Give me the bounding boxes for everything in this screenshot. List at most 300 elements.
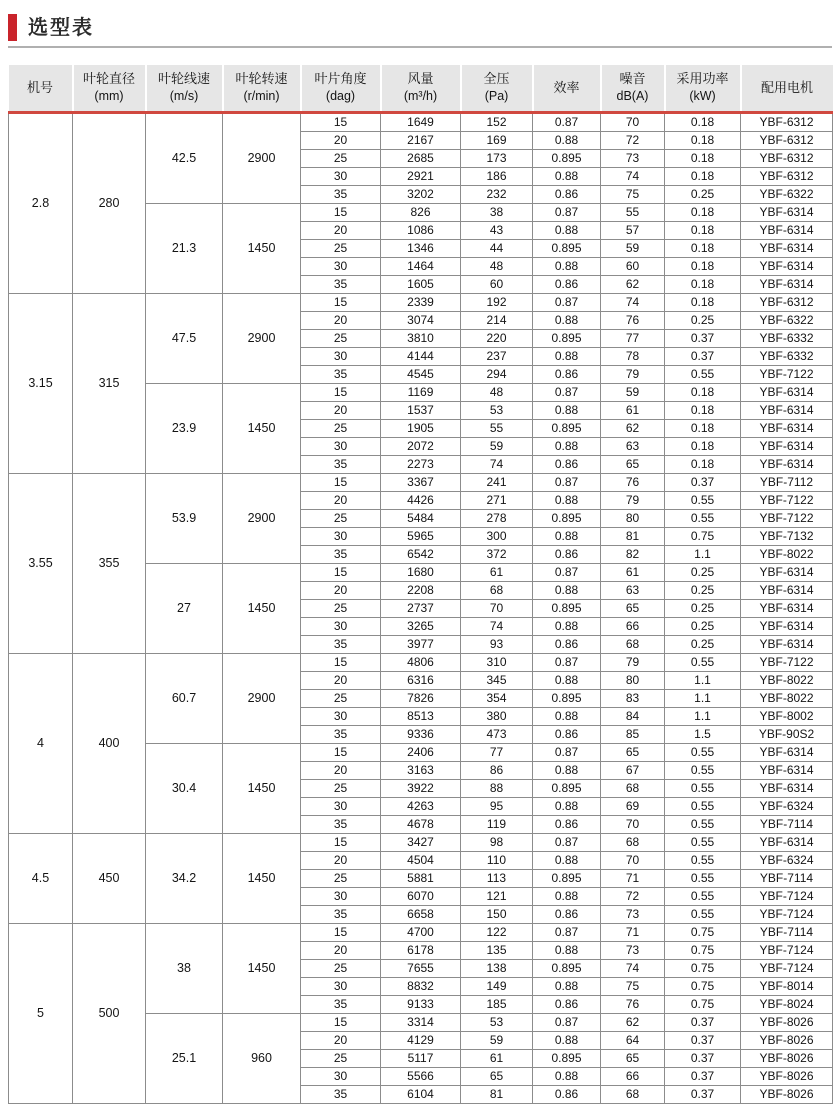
- cell-power: 0.37: [665, 1014, 741, 1032]
- cell-power: 0.55: [665, 906, 741, 924]
- cell-blade-angle: 35: [301, 906, 381, 924]
- table-body: [9, 113, 833, 1104]
- cell-efficiency: 0.87: [533, 654, 601, 672]
- cell-motor: YBF-7132: [741, 528, 833, 546]
- cell-pressure: 241: [461, 474, 533, 492]
- cell-motor: YBF-6312: [741, 150, 833, 168]
- cell-impeller-line-speed: 47.5: [146, 294, 223, 384]
- cell-power: 0.55: [665, 492, 741, 510]
- cell-noise: 76: [601, 312, 665, 330]
- cell-efficiency: 0.88: [533, 762, 601, 780]
- cell-pressure: 185: [461, 996, 533, 1014]
- cell-impeller-diameter: 355: [73, 474, 146, 654]
- cell-pressure: 121: [461, 888, 533, 906]
- cell-airflow: 3163: [381, 762, 461, 780]
- cell-pressure: 152: [461, 113, 533, 132]
- cell-blade-angle: 25: [301, 510, 381, 528]
- cell-impeller-diameter: 500: [73, 924, 146, 1104]
- cell-blade-angle: 30: [301, 708, 381, 726]
- cell-efficiency: 0.895: [533, 510, 601, 528]
- column-header-11: 配用电机: [741, 65, 833, 113]
- cell-airflow: 7655: [381, 960, 461, 978]
- cell-impeller-line-speed: 42.5: [146, 113, 223, 204]
- cell-impeller-line-speed: 23.9: [146, 384, 223, 474]
- cell-airflow: 6104: [381, 1086, 461, 1104]
- cell-power: 0.18: [665, 276, 741, 294]
- cell-power: 1.1: [665, 708, 741, 726]
- cell-noise: 68: [601, 834, 665, 852]
- cell-blade-angle: 35: [301, 816, 381, 834]
- cell-noise: 59: [601, 384, 665, 402]
- cell-blade-angle: 30: [301, 618, 381, 636]
- cell-impeller-rpm: 1450: [223, 744, 301, 834]
- cell-power: 0.55: [665, 510, 741, 528]
- column-header-8: 效率: [533, 65, 601, 113]
- header-row: [9, 65, 833, 113]
- cell-pressure: 473: [461, 726, 533, 744]
- cell-motor: YBF-6324: [741, 852, 833, 870]
- cell-pressure: 53: [461, 1014, 533, 1032]
- cell-efficiency: 0.86: [533, 906, 601, 924]
- cell-airflow: 2273: [381, 456, 461, 474]
- cell-pressure: 48: [461, 384, 533, 402]
- cell-efficiency: 0.86: [533, 186, 601, 204]
- cell-impeller-rpm: 1450: [223, 384, 301, 474]
- cell-airflow: 9133: [381, 996, 461, 1014]
- cell-airflow: 6542: [381, 546, 461, 564]
- cell-power: 0.25: [665, 186, 741, 204]
- cell-efficiency: 0.895: [533, 780, 601, 798]
- cell-efficiency: 0.895: [533, 870, 601, 888]
- cell-power: 0.25: [665, 564, 741, 582]
- cell-blade-angle: 35: [301, 276, 381, 294]
- cell-motor: YBF-8002: [741, 708, 833, 726]
- cell-noise: 62: [601, 276, 665, 294]
- column-header-6: 风量 (m³/h): [381, 65, 461, 113]
- cell-power: 1.1: [665, 546, 741, 564]
- column-header-10: 采用功率 (kW): [665, 65, 741, 113]
- cell-airflow: 2921: [381, 168, 461, 186]
- cell-noise: 70: [601, 852, 665, 870]
- cell-power: 0.55: [665, 798, 741, 816]
- cell-noise: 82: [601, 546, 665, 564]
- cell-power: 0.18: [665, 258, 741, 276]
- cell-power: 1.1: [665, 672, 741, 690]
- cell-blade-angle: 25: [301, 600, 381, 618]
- cell-motor: YBF-6322: [741, 312, 833, 330]
- cell-efficiency: 0.88: [533, 1068, 601, 1086]
- cell-impeller-rpm: 1450: [223, 834, 301, 924]
- cell-motor: YBF-7112: [741, 474, 833, 492]
- cell-efficiency: 0.88: [533, 852, 601, 870]
- cell-pressure: 74: [461, 456, 533, 474]
- cell-blade-angle: 25: [301, 870, 381, 888]
- column-header-3: 叶轮线速 (m/s): [146, 65, 223, 113]
- cell-noise: 61: [601, 564, 665, 582]
- cell-airflow: 4700: [381, 924, 461, 942]
- cell-pressure: 372: [461, 546, 533, 564]
- cell-power: 0.18: [665, 240, 741, 258]
- cell-blade-angle: 15: [301, 113, 381, 132]
- cell-efficiency: 0.88: [533, 168, 601, 186]
- cell-airflow: 2737: [381, 600, 461, 618]
- cell-efficiency: 0.87: [533, 834, 601, 852]
- cell-motor: YBF-6314: [741, 636, 833, 654]
- cell-efficiency: 0.87: [533, 744, 601, 762]
- cell-efficiency: 0.88: [533, 402, 601, 420]
- cell-noise: 59: [601, 240, 665, 258]
- cell-airflow: 4144: [381, 348, 461, 366]
- cell-pressure: 38: [461, 204, 533, 222]
- cell-noise: 66: [601, 1068, 665, 1086]
- cell-pressure: 186: [461, 168, 533, 186]
- cell-impeller-diameter: 280: [73, 113, 146, 294]
- cell-efficiency: 0.88: [533, 492, 601, 510]
- cell-pressure: 237: [461, 348, 533, 366]
- cell-efficiency: 0.86: [533, 816, 601, 834]
- cell-power: 0.18: [665, 204, 741, 222]
- cell-pressure: 93: [461, 636, 533, 654]
- cell-blade-angle: 15: [301, 204, 381, 222]
- cell-pressure: 345: [461, 672, 533, 690]
- cell-motor: YBF-7122: [741, 510, 833, 528]
- cell-power: 0.75: [665, 960, 741, 978]
- cell-pressure: 173: [461, 150, 533, 168]
- cell-impeller-line-speed: 25.1: [146, 1014, 223, 1104]
- cell-pressure: 192: [461, 294, 533, 312]
- cell-motor: YBF-8026: [741, 1086, 833, 1104]
- cell-noise: 77: [601, 330, 665, 348]
- cell-power: 1.1: [665, 690, 741, 708]
- cell-efficiency: 0.88: [533, 258, 601, 276]
- cell-motor: YBF-8026: [741, 1050, 833, 1068]
- cell-noise: 74: [601, 960, 665, 978]
- cell-efficiency: 0.88: [533, 1032, 601, 1050]
- cell-efficiency: 0.86: [533, 996, 601, 1014]
- cell-blade-angle: 25: [301, 780, 381, 798]
- cell-motor: YBF-8022: [741, 546, 833, 564]
- cell-efficiency: 0.895: [533, 420, 601, 438]
- cell-airflow: 4806: [381, 654, 461, 672]
- cell-airflow: 3265: [381, 618, 461, 636]
- cell-motor: YBF-6314: [741, 600, 833, 618]
- cell-noise: 80: [601, 672, 665, 690]
- selection-table: [8, 65, 833, 1104]
- cell-blade-angle: 15: [301, 654, 381, 672]
- cell-airflow: 3314: [381, 1014, 461, 1032]
- cell-pressure: 81: [461, 1086, 533, 1104]
- cell-motor: YBF-8014: [741, 978, 833, 996]
- cell-noise: 73: [601, 942, 665, 960]
- cell-pressure: 74: [461, 618, 533, 636]
- cell-power: 0.75: [665, 942, 741, 960]
- cell-impeller-rpm: 2900: [223, 294, 301, 384]
- cell-motor: YBF-6314: [741, 384, 833, 402]
- cell-power: 0.18: [665, 402, 741, 420]
- cell-power: 0.37: [665, 474, 741, 492]
- cell-motor: YBF-6314: [741, 258, 833, 276]
- cell-noise: 74: [601, 294, 665, 312]
- cell-impeller-diameter: 450: [73, 834, 146, 924]
- cell-blade-angle: 20: [301, 582, 381, 600]
- cell-impeller-line-speed: 53.9: [146, 474, 223, 564]
- cell-blade-angle: 30: [301, 168, 381, 186]
- cell-efficiency: 0.86: [533, 1086, 601, 1104]
- cell-pressure: 77: [461, 744, 533, 762]
- cell-motor: YBF-6312: [741, 132, 833, 150]
- column-header-4: 叶轮转速 (r/min): [223, 65, 301, 113]
- cell-efficiency: 0.88: [533, 222, 601, 240]
- cell-efficiency: 0.88: [533, 618, 601, 636]
- cell-pressure: 68: [461, 582, 533, 600]
- cell-pressure: 271: [461, 492, 533, 510]
- cell-blade-angle: 20: [301, 942, 381, 960]
- cell-motor: YBF-8022: [741, 690, 833, 708]
- cell-airflow: 6658: [381, 906, 461, 924]
- cell-power: 0.25: [665, 618, 741, 636]
- cell-airflow: 5117: [381, 1050, 461, 1068]
- cell-power: 0.55: [665, 744, 741, 762]
- cell-impeller-rpm: 1450: [223, 204, 301, 294]
- cell-pressure: 95: [461, 798, 533, 816]
- cell-motor: YBF-6312: [741, 113, 833, 132]
- cell-blade-angle: 30: [301, 348, 381, 366]
- cell-power: 0.18: [665, 113, 741, 132]
- cell-airflow: 6178: [381, 942, 461, 960]
- cell-efficiency: 0.88: [533, 672, 601, 690]
- cell-motor: YBF-90S2: [741, 726, 833, 744]
- cell-model-number: 5: [9, 924, 73, 1104]
- cell-efficiency: 0.87: [533, 384, 601, 402]
- cell-power: 1.5: [665, 726, 741, 744]
- cell-noise: 55: [601, 204, 665, 222]
- cell-efficiency: 0.88: [533, 978, 601, 996]
- cell-noise: 65: [601, 744, 665, 762]
- cell-noise: 84: [601, 708, 665, 726]
- cell-airflow: 2685: [381, 150, 461, 168]
- cell-motor: YBF-6314: [741, 222, 833, 240]
- cell-noise: 79: [601, 654, 665, 672]
- cell-noise: 57: [601, 222, 665, 240]
- cell-power: 0.55: [665, 816, 741, 834]
- cell-noise: 63: [601, 438, 665, 456]
- cell-noise: 76: [601, 474, 665, 492]
- cell-motor: YBF-6314: [741, 780, 833, 798]
- cell-blade-angle: 25: [301, 960, 381, 978]
- cell-motor: YBF-6314: [741, 762, 833, 780]
- cell-model-number: 4.5: [9, 834, 73, 924]
- cell-impeller-line-speed: 21.3: [146, 204, 223, 294]
- cell-efficiency: 0.895: [533, 600, 601, 618]
- cell-motor: YBF-6314: [741, 438, 833, 456]
- cell-pressure: 55: [461, 420, 533, 438]
- cell-pressure: 61: [461, 564, 533, 582]
- cell-power: 0.25: [665, 312, 741, 330]
- cell-airflow: 1680: [381, 564, 461, 582]
- cell-noise: 68: [601, 636, 665, 654]
- table-row: [9, 834, 833, 852]
- cell-impeller-line-speed: 27: [146, 564, 223, 654]
- title-accent-bar: [8, 14, 17, 41]
- cell-power: 0.55: [665, 852, 741, 870]
- cell-efficiency: 0.895: [533, 330, 601, 348]
- cell-motor: YBF-6324: [741, 798, 833, 816]
- cell-efficiency: 0.88: [533, 132, 601, 150]
- cell-power: 0.18: [665, 222, 741, 240]
- cell-noise: 78: [601, 348, 665, 366]
- cell-motor: YBF-6314: [741, 564, 833, 582]
- cell-power: 0.37: [665, 1032, 741, 1050]
- cell-power: 0.37: [665, 1050, 741, 1068]
- cell-pressure: 60: [461, 276, 533, 294]
- cell-power: 0.75: [665, 924, 741, 942]
- cell-noise: 79: [601, 366, 665, 384]
- cell-efficiency: 0.88: [533, 942, 601, 960]
- cell-power: 0.55: [665, 780, 741, 798]
- cell-impeller-line-speed: 38: [146, 924, 223, 1014]
- cell-airflow: 6316: [381, 672, 461, 690]
- cell-impeller-diameter: 315: [73, 294, 146, 474]
- cell-efficiency: 0.895: [533, 690, 601, 708]
- cell-airflow: 2208: [381, 582, 461, 600]
- cell-pressure: 110: [461, 852, 533, 870]
- cell-power: 0.18: [665, 420, 741, 438]
- cell-motor: YBF-7114: [741, 870, 833, 888]
- cell-blade-angle: 15: [301, 834, 381, 852]
- cell-motor: YBF-7122: [741, 492, 833, 510]
- cell-model-number: 2.8: [9, 113, 73, 294]
- cell-motor: YBF-7122: [741, 654, 833, 672]
- table-row: [9, 113, 833, 132]
- cell-pressure: 65: [461, 1068, 533, 1086]
- cell-pressure: 278: [461, 510, 533, 528]
- cell-pressure: 70: [461, 600, 533, 618]
- cell-efficiency: 0.87: [533, 474, 601, 492]
- cell-pressure: 119: [461, 816, 533, 834]
- cell-noise: 72: [601, 888, 665, 906]
- cell-power: 0.18: [665, 456, 741, 474]
- cell-blade-angle: 30: [301, 258, 381, 276]
- cell-efficiency: 0.87: [533, 924, 601, 942]
- cell-airflow: 7826: [381, 690, 461, 708]
- cell-airflow: 4504: [381, 852, 461, 870]
- cell-noise: 64: [601, 1032, 665, 1050]
- cell-blade-angle: 20: [301, 672, 381, 690]
- cell-airflow: 3074: [381, 312, 461, 330]
- cell-noise: 68: [601, 780, 665, 798]
- cell-power: 0.37: [665, 348, 741, 366]
- cell-impeller-rpm: 960: [223, 1014, 301, 1104]
- cell-noise: 65: [601, 1050, 665, 1068]
- cell-motor: YBF-6312: [741, 294, 833, 312]
- cell-blade-angle: 15: [301, 744, 381, 762]
- cell-pressure: 220: [461, 330, 533, 348]
- cell-noise: 80: [601, 510, 665, 528]
- cell-blade-angle: 15: [301, 294, 381, 312]
- cell-impeller-rpm: 2900: [223, 113, 301, 204]
- cell-power: 0.75: [665, 996, 741, 1014]
- cell-pressure: 122: [461, 924, 533, 942]
- cell-noise: 63: [601, 582, 665, 600]
- cell-airflow: 4129: [381, 1032, 461, 1050]
- cell-impeller-line-speed: 30.4: [146, 744, 223, 834]
- cell-airflow: 826: [381, 204, 461, 222]
- cell-blade-angle: 15: [301, 384, 381, 402]
- cell-impeller-rpm: 2900: [223, 474, 301, 564]
- cell-efficiency: 0.895: [533, 240, 601, 258]
- cell-model-number: 3.15: [9, 294, 73, 474]
- cell-blade-angle: 15: [301, 474, 381, 492]
- cell-blade-angle: 35: [301, 546, 381, 564]
- cell-blade-angle: 35: [301, 726, 381, 744]
- cell-efficiency: 0.88: [533, 528, 601, 546]
- cell-airflow: 1537: [381, 402, 461, 420]
- cell-pressure: 135: [461, 942, 533, 960]
- cell-motor: YBF-7122: [741, 366, 833, 384]
- cell-power: 0.75: [665, 978, 741, 996]
- cell-blade-angle: 30: [301, 888, 381, 906]
- cell-blade-angle: 25: [301, 240, 381, 258]
- cell-efficiency: 0.88: [533, 798, 601, 816]
- cell-blade-angle: 20: [301, 852, 381, 870]
- cell-blade-angle: 20: [301, 402, 381, 420]
- column-header-7: 全压 (Pa): [461, 65, 533, 113]
- cell-power: 0.18: [665, 150, 741, 168]
- cell-power: 0.37: [665, 1086, 741, 1104]
- table-row: [9, 294, 833, 312]
- cell-airflow: 3977: [381, 636, 461, 654]
- cell-motor: YBF-7124: [741, 960, 833, 978]
- cell-pressure: 310: [461, 654, 533, 672]
- cell-noise: 66: [601, 618, 665, 636]
- cell-efficiency: 0.88: [533, 348, 601, 366]
- cell-efficiency: 0.87: [533, 564, 601, 582]
- cell-noise: 69: [601, 798, 665, 816]
- cell-efficiency: 0.88: [533, 582, 601, 600]
- cell-airflow: 4263: [381, 798, 461, 816]
- cell-blade-angle: 15: [301, 924, 381, 942]
- cell-blade-angle: 20: [301, 1032, 381, 1050]
- cell-airflow: 1169: [381, 384, 461, 402]
- cell-pressure: 354: [461, 690, 533, 708]
- cell-noise: 60: [601, 258, 665, 276]
- cell-blade-angle: 20: [301, 492, 381, 510]
- cell-blade-angle: 30: [301, 798, 381, 816]
- cell-airflow: 1905: [381, 420, 461, 438]
- cell-airflow: 2072: [381, 438, 461, 456]
- cell-noise: 61: [601, 402, 665, 420]
- cell-model-number: 4: [9, 654, 73, 834]
- cell-blade-angle: 15: [301, 564, 381, 582]
- cell-power: 0.55: [665, 834, 741, 852]
- cell-airflow: 2406: [381, 744, 461, 762]
- cell-motor: YBF-6314: [741, 618, 833, 636]
- cell-power: 0.25: [665, 636, 741, 654]
- cell-pressure: 113: [461, 870, 533, 888]
- cell-pressure: 86: [461, 762, 533, 780]
- cell-airflow: 1346: [381, 240, 461, 258]
- cell-blade-angle: 15: [301, 1014, 381, 1032]
- cell-efficiency: 0.895: [533, 150, 601, 168]
- cell-noise: 81: [601, 528, 665, 546]
- cell-model-number: 3.55: [9, 474, 73, 654]
- cell-airflow: 6070: [381, 888, 461, 906]
- cell-motor: YBF-6332: [741, 348, 833, 366]
- cell-motor: YBF-6314: [741, 834, 833, 852]
- cell-noise: 71: [601, 924, 665, 942]
- cell-motor: YBF-6314: [741, 456, 833, 474]
- cell-pressure: 138: [461, 960, 533, 978]
